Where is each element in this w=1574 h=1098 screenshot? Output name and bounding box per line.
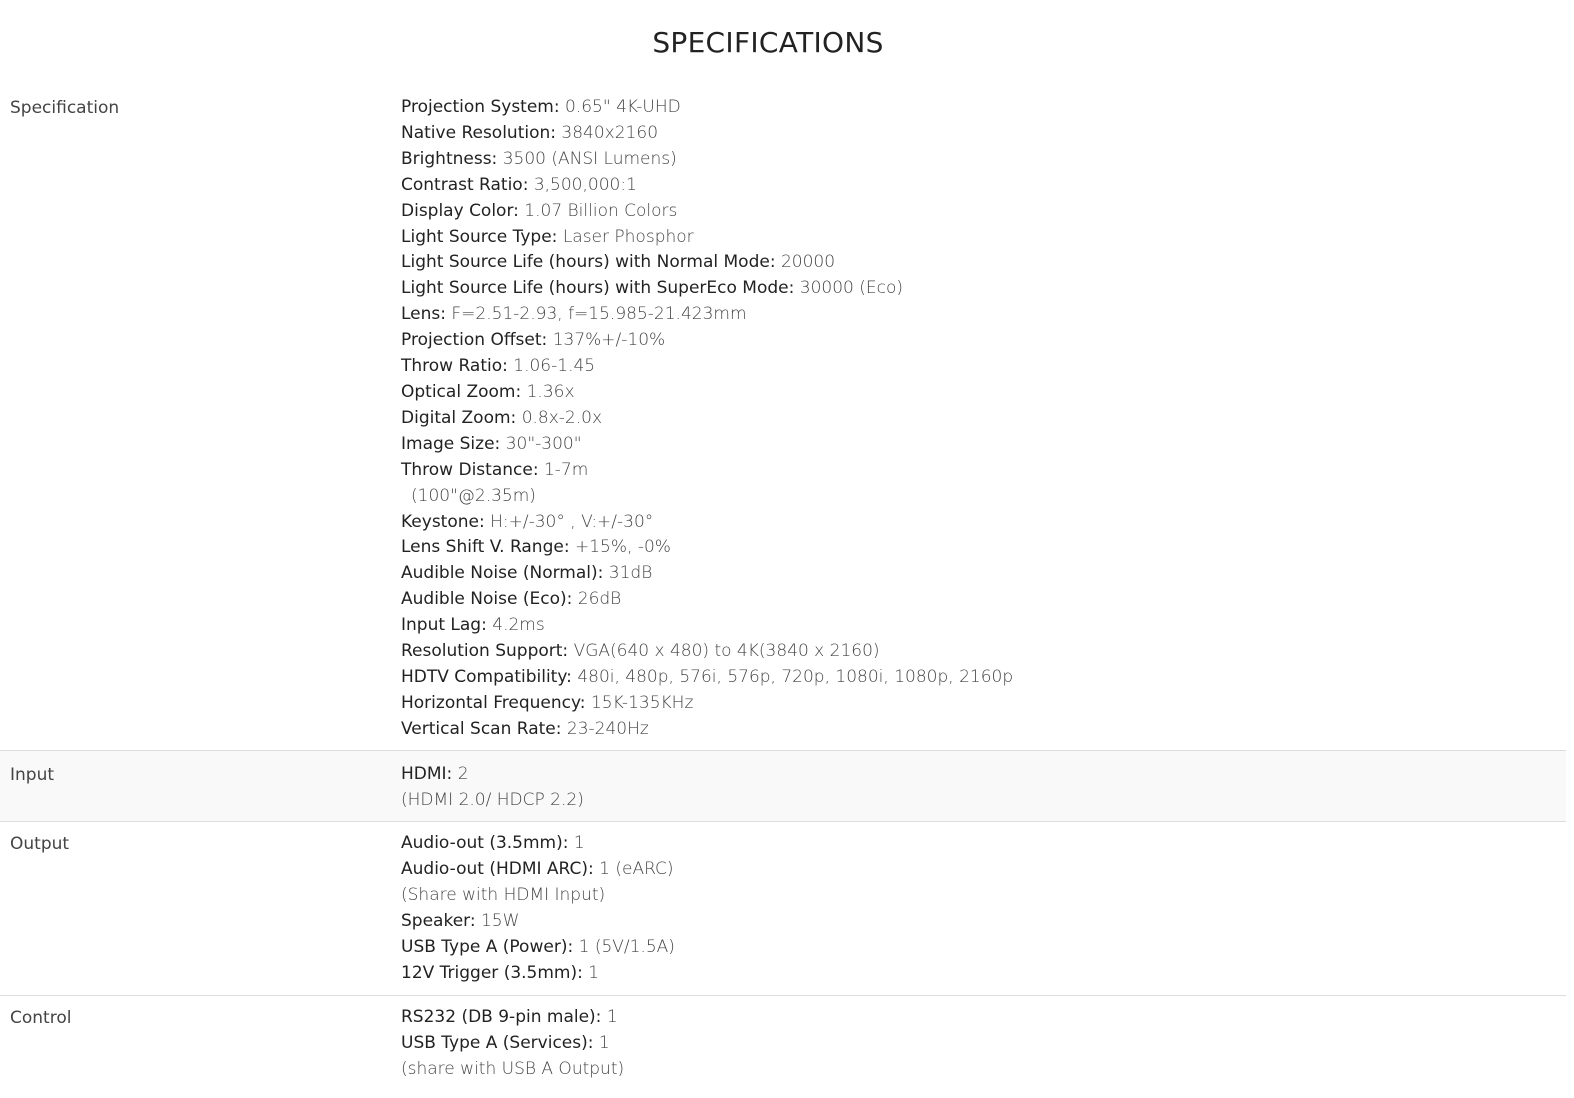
spec-line (401, 328, 1566, 354)
spec-key: USB Type A (Services): (401, 1032, 594, 1053)
spec-key: Contrast Ratio: (401, 174, 529, 195)
spec-line (401, 225, 1566, 251)
spec-value: 1.07 Billion Colors (524, 200, 678, 221)
spec-value: 1 (606, 1006, 618, 1027)
spec-line (401, 95, 1566, 121)
spec-key: Projection System: (401, 97, 560, 117)
spec-line (401, 665, 1566, 691)
spec-line (401, 458, 1566, 484)
spec-value: 1.06-1.45 (513, 356, 596, 377)
spec-row-specification (0, 92, 1566, 751)
spec-key: Audio-out (HDMI ARC): (401, 859, 594, 880)
spec-value: +15%, -0% (574, 537, 671, 558)
spec-line (401, 961, 1566, 987)
spec-key: Throw Ratio: (401, 356, 508, 377)
spec-value: 23-240Hz (566, 718, 649, 739)
spec-key: Light Source Life (hours) with SuperEco Mode: (401, 278, 795, 299)
spec-key: Horizontal Frequency: (401, 692, 586, 713)
spec-row-control (0, 996, 1566, 1083)
spec-line (401, 354, 1566, 380)
spec-key: Speaker: (401, 911, 476, 932)
spec-key: Audio-out (3.5mm): (401, 833, 569, 854)
spec-note: (HDMI 2.0/ HDCP 2.2) (401, 789, 584, 810)
spec-key: Resolution Support: (401, 641, 569, 662)
spec-value: 1 (598, 1032, 610, 1053)
spec-row-output (0, 822, 1566, 995)
spec-key: Brightness: (401, 148, 498, 169)
spec-line (401, 935, 1566, 961)
row-label: Control (10, 1007, 72, 1028)
row-value (401, 822, 1566, 994)
spec-line (401, 561, 1566, 587)
spec-value: 1 (588, 963, 600, 983)
spec-key: USB Type A (Power): (401, 937, 574, 958)
row-value (401, 996, 1566, 1083)
spec-line (401, 121, 1566, 147)
spec-value: Laser Phosphor (562, 226, 694, 247)
spec-key: Image Size: (401, 433, 501, 454)
spec-line (401, 1005, 1566, 1031)
spec-value: 20000 (780, 252, 836, 273)
row-label: Output (10, 834, 70, 855)
spec-line (401, 883, 1566, 909)
spec-value: 2 (457, 763, 469, 784)
spec-key: Lens: (401, 304, 446, 325)
spec-note: (Share with HDMI Input) (401, 885, 606, 906)
page-title: SPECIFICATIONS (652, 25, 884, 59)
spec-key: Light Source Life (hours) with Normal Mode: (401, 252, 776, 273)
spec-line (401, 147, 1566, 173)
spec-key: Display Color: (401, 200, 519, 221)
spec-value: 0.65" 4K-UHD (565, 97, 681, 117)
spec-value: VGA(640 x 480) to 4K(3840 x 2160) (573, 641, 880, 662)
spec-value: 0.8x-2.0x (521, 407, 603, 428)
spec-value: 15K-135KHz (590, 692, 694, 713)
spec-line (401, 587, 1566, 613)
spec-line (401, 639, 1566, 665)
spec-value: F=2.51-2.93, f=15.985-21.423mm (451, 304, 747, 325)
spec-value: 31dB (608, 563, 653, 584)
spec-line (401, 406, 1566, 432)
row-value (401, 751, 1566, 822)
spec-key: Throw Distance: (401, 459, 539, 480)
spec-key: RS232 (DB 9-pin male): (401, 1006, 602, 1027)
spec-value: 30"-300" (505, 433, 582, 454)
spec-value: 137%+/-10% (552, 330, 666, 351)
spec-key: Lens Shift V. Range: (401, 537, 570, 558)
row-label: Specification (10, 98, 120, 118)
spec-key: Audible Noise (Normal): (401, 563, 604, 584)
spec-value: 1 (573, 833, 585, 854)
spec-key: HDTV Compatibility: (401, 666, 572, 687)
spec-line (401, 484, 1566, 510)
spec-key: Projection Offset: (401, 330, 548, 351)
spec-line (401, 250, 1566, 276)
spec-key: 12V Trigger (3.5mm): (401, 963, 583, 983)
spec-key: Audible Noise (Eco): (401, 589, 573, 610)
spec-key: Native Resolution: (401, 122, 557, 143)
spec-value: 480i, 480p, 576i, 576p, 720p, 1080i, 1080p, 2160p (577, 666, 1014, 687)
spec-line (401, 276, 1566, 302)
spec-line (401, 788, 1566, 814)
spec-note: (100"@2.35m) (411, 485, 536, 506)
spec-row-input (0, 751, 1566, 823)
spec-key: Input Lag: (401, 615, 487, 636)
spec-value: 3500 (ANSI Lumens) (502, 148, 677, 169)
spec-value: 3,500,000:1 (533, 174, 637, 195)
row-value (401, 92, 1566, 750)
spec-line (401, 432, 1566, 458)
spec-table (0, 92, 1566, 1083)
spec-line (401, 691, 1566, 717)
spec-key: Keystone: (401, 511, 485, 532)
spec-line (401, 909, 1566, 935)
spec-note: (share with USB A Output) (401, 1058, 625, 1079)
spec-line (401, 857, 1566, 883)
spec-line (401, 762, 1566, 788)
spec-line (401, 302, 1566, 328)
spec-line (401, 535, 1566, 561)
spec-line (401, 173, 1566, 199)
spec-key: Vertical Scan Rate: (401, 718, 562, 739)
spec-line (401, 510, 1566, 536)
row-label: Input (10, 764, 55, 785)
spec-value: 3840x2160 (561, 122, 659, 143)
spec-value: 1 (eARC) (599, 859, 674, 880)
spec-value: 4.2ms (492, 615, 545, 636)
spec-value: 26dB (577, 589, 622, 610)
spec-line (401, 831, 1566, 857)
spec-value: 15W (480, 911, 520, 932)
spec-line (401, 613, 1566, 639)
spec-key: Light Source Type: (401, 226, 558, 247)
spec-key: Digital Zoom: (401, 407, 517, 428)
spec-value: 30000 (Eco) (799, 278, 903, 299)
spec-value: H:+/-30° , V:+/-30° (490, 511, 654, 532)
spec-line (401, 717, 1566, 743)
spec-key: HDMI: (401, 763, 453, 784)
spec-line (401, 199, 1566, 225)
spec-line (401, 1031, 1566, 1057)
spec-line (401, 1057, 1566, 1083)
spec-value: 1 (5V/1.5A) (578, 937, 675, 958)
spec-value: 1.36x (526, 381, 575, 402)
spec-value: 1-7m (543, 459, 589, 480)
spec-line (401, 380, 1566, 406)
spec-key: Optical Zoom: (401, 381, 522, 402)
